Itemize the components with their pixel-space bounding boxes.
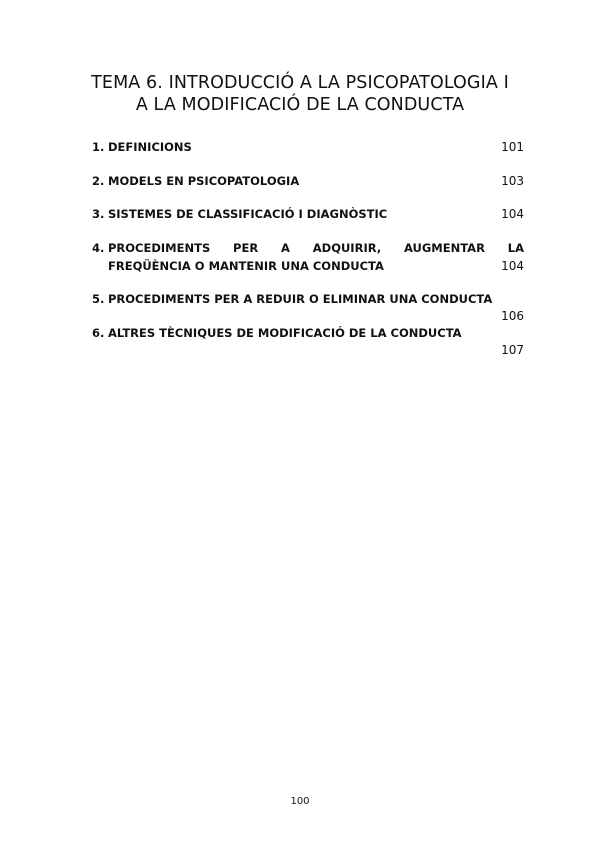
toc-entry-text-line-2: FREQÜÈNCIA O MANTENIR UNA CONDUCTA	[108, 259, 384, 273]
toc-entry-number: 4.	[92, 241, 105, 255]
toc-entry-page: 101	[501, 140, 524, 154]
toc-entry-page: 103	[501, 174, 524, 188]
toc-entry-page: 104	[501, 259, 524, 273]
toc-entry-text-line-1: PROCEDIMENTS PER A ADQUIRIR, AUGMENTAR LA	[108, 241, 524, 255]
toc-entry-text: PROCEDIMENTS PER A REDUIR O ELIMINAR UNA CONDUCTA	[108, 292, 493, 306]
title-line-1: TEMA 6. INTRODUCCIÓ A LA PSICOPATOLOGIA I	[91, 73, 509, 93]
toc-entry-number: 3.	[92, 207, 105, 221]
toc-entry-number: 1.	[92, 140, 105, 154]
toc-entry-page: 107	[501, 343, 524, 357]
title-line-2: A LA MODIFICACIÓ DE LA CONDUCTA	[135, 95, 465, 115]
toc-entry-text: DEFINICIONS	[108, 140, 192, 154]
page-number: 100	[290, 796, 310, 807]
toc-entry-text: MODELS EN PSICOPATOLOGIA	[108, 174, 300, 188]
toc-entry-number: 2.	[92, 174, 105, 188]
toc-entry-text: ALTRES TÈCNIQUES DE MODIFICACIÓ DE LA CONDUCTA	[108, 326, 462, 340]
page-title	[60, 72, 540, 116]
toc-entry-page: 104	[501, 207, 524, 221]
toc-entry-page: 106	[501, 309, 524, 323]
toc-entry-number: 5.	[92, 292, 105, 306]
toc-entry-text: SISTEMES DE CLASSIFICACIÓ I DIAGNÒSTIC	[108, 207, 388, 221]
toc-entry-number: 6.	[92, 326, 105, 340]
